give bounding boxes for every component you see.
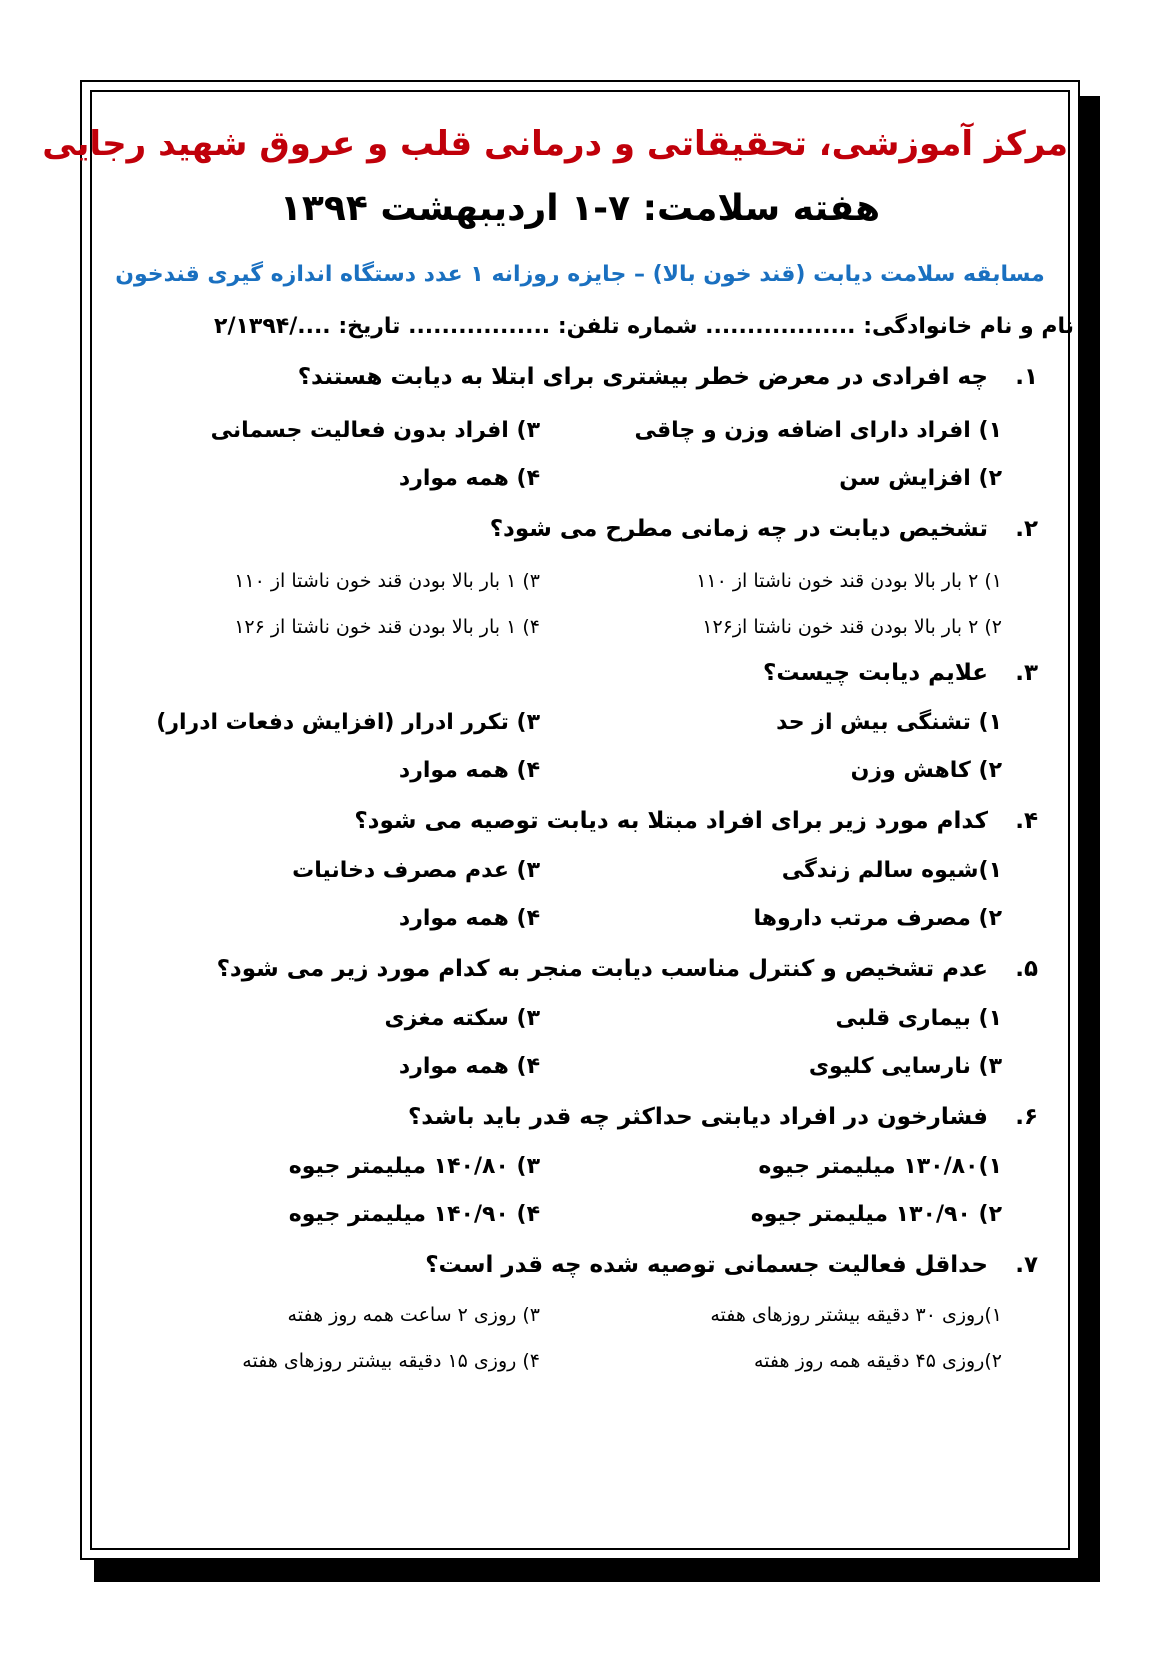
option-4: ۴) همه موارد bbox=[398, 466, 540, 491]
option-2: ۲) ۲ بار بالا بودن قند خون ناشتا از۱۲۶ bbox=[702, 616, 1002, 638]
option-2: ۲)روزی ۴۵ دقیقه همه روز هفته bbox=[754, 1350, 1002, 1372]
question-text: تشخیص دیابت در چه زمانی مطرح می شود؟ bbox=[489, 516, 988, 542]
option-3: ۳) روزی ۲ ساعت همه روز هفته bbox=[287, 1304, 540, 1326]
option-1: ۱) بیماری قلبی bbox=[835, 1006, 1002, 1031]
page-inner-frame bbox=[42, 90, 1074, 1550]
center-title: مرکز آموزشی، تحقیقاتی و درمانی قلب و عروق شهید رجایی bbox=[42, 124, 1068, 164]
question-text: علایم دیابت چیست؟ bbox=[763, 660, 988, 686]
question-text: چه افرادی در معرض خطر بیشتری برای ابتلا به دیابت هستند؟ bbox=[297, 364, 988, 390]
option-3: ۳) ۱ بار بالا بودن قند خون ناشتا از ۱۱۰ bbox=[234, 570, 540, 592]
option-3b: ۳) نارسایی کلیوی bbox=[808, 1054, 1002, 1079]
question-text: عدم تشخیص و کنترل مناسب دیابت منجر به کدام مورد زیر می شود؟ bbox=[216, 956, 988, 982]
option-3: ۳) تکرر ادرار (افزایش دفعات ادرار) bbox=[156, 710, 540, 735]
option-1: ۱) ۲ بار بالا بودن قند خون ناشتا از ۱۱۰ bbox=[696, 570, 1002, 592]
question-text: کدام مورد زیر برای افراد مبتلا به دیابت توصیه می شود؟ bbox=[354, 808, 988, 834]
question-4 bbox=[92, 808, 1038, 834]
question-6 bbox=[92, 1104, 1038, 1130]
question-number: ۳. bbox=[1015, 660, 1038, 686]
question-5 bbox=[92, 956, 1038, 982]
option-3: ۳) عدم مصرف دخانیات bbox=[292, 858, 540, 883]
option-1: ۱) تشنگی بیش از حد bbox=[776, 710, 1002, 735]
page-frame bbox=[42, 80, 1080, 1560]
option-4: ۴) همه موارد bbox=[398, 1054, 540, 1079]
question-2 bbox=[92, 516, 1038, 542]
option-2: ۲) مصرف مرتب داروها bbox=[753, 906, 1002, 931]
option-1: ۱)روزی ۳۰ دقیقه بیشتر روزهای هفته bbox=[710, 1304, 1002, 1326]
option-2: ۲) ۱۳۰/۹۰ میلیمتر جیوه bbox=[750, 1202, 1002, 1227]
question-text: حداقل فعالیت جسمانی توصیه شده چه قدر است؟ bbox=[425, 1252, 988, 1278]
question-text: فشارخون در افراد دیابتی حداکثر چه قدر باید باشد؟ bbox=[407, 1104, 988, 1130]
option-4: ۴) روزی ۱۵ دقیقه بیشتر روزهای هفته bbox=[242, 1350, 540, 1372]
option-2: ۲) کاهش وزن bbox=[850, 758, 1002, 783]
question-number: ۱. bbox=[1015, 364, 1038, 390]
question-number: ۶. bbox=[1015, 1104, 1038, 1130]
option-4: ۴) ۱۴۰/۹۰ میلیمتر جیوه bbox=[288, 1202, 540, 1227]
option-3: ۳) سکته مغزی bbox=[384, 1006, 540, 1031]
question-1 bbox=[92, 364, 1038, 390]
health-week-subtitle: هفته سلامت: ۷-۱ اردیبهشت ۱۳۹۴ bbox=[279, 188, 881, 229]
option-2: ۲) افزایش سن bbox=[839, 466, 1002, 491]
option-1: ۱) افراد دارای اضافه وزن و چاقی bbox=[634, 418, 1002, 443]
question-number: ۴. bbox=[1015, 808, 1038, 834]
question-number: ۲. bbox=[1015, 516, 1038, 542]
question-number: ۵. bbox=[1015, 956, 1038, 982]
option-3: ۳) افراد بدون فعالیت جسمانی bbox=[210, 418, 540, 443]
option-4: ۴) ۱ بار بالا بودن قند خون ناشتا از ۱۲۶ bbox=[234, 616, 540, 638]
participant-info-line: نام و نام خانوادگی: .................. شماره تلفن: ................. تاریخ: ..../۲/۱۳۹۴ bbox=[214, 314, 1074, 339]
option-3: ۳) ۱۴۰/۸۰ میلیمتر جیوه bbox=[288, 1154, 540, 1179]
question-number: ۷. bbox=[1015, 1252, 1038, 1278]
option-4: ۴) همه موارد bbox=[398, 906, 540, 931]
option-4: ۴) همه موارد bbox=[398, 758, 540, 783]
option-1: ۱)شیوه سالم زندگی bbox=[781, 858, 1002, 883]
question-7 bbox=[92, 1252, 1038, 1278]
contest-description: مسابقه سلامت دیابت (قند خون بالا) – جایزه روزانه ۱ عدد دستگاه اندازه گیری قندخون bbox=[115, 262, 1045, 287]
option-1: ۱)۱۳۰/۸۰ میلیمتر جیوه bbox=[758, 1154, 1002, 1179]
question-3 bbox=[92, 660, 1038, 686]
